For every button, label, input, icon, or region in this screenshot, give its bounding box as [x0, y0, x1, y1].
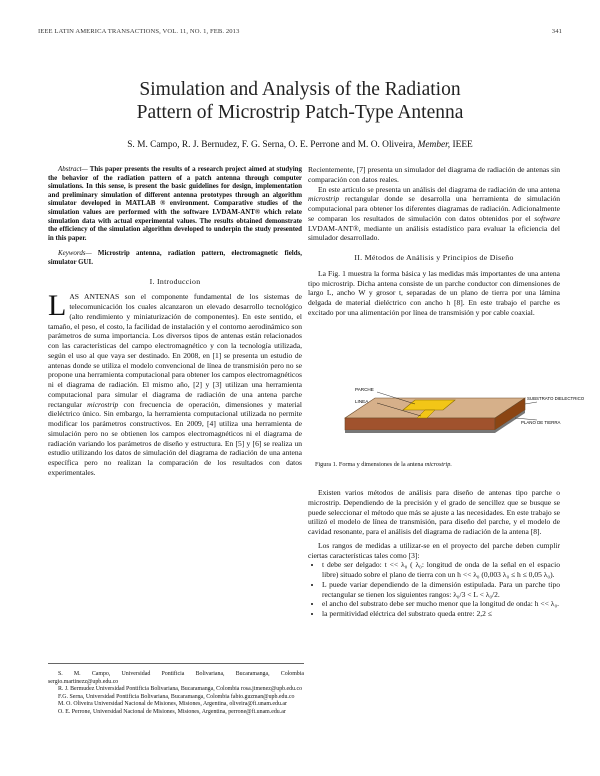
abstract-text: This paper presents the results of a research project aimed at studying the behavior of the radiation pattern of a patch antenna through computer simulations. In this sense, is present the basic guidelines for design, implementation and preliminary simulation of different antenna prototypes through an algorithm simulator developed in MATLAB ® environment. Comparative studies of the simulation values are performed with the software LVDAM-ANT® which relate simulation data with actual experimental values. The results obtained demonstrate the efficiency of the simulation algorithm developed to underpin the study presented in this paper. [48, 165, 303, 242]
right-paragraph-3: La Fig. 1 muestra la forma básica y las medidas más importantes de una antena tipo microstrip. Dicha antena consiste de un parche conductor con dimensiones de largo L, ancho W y grosor t, separadas de un plano de tierra por una lámina delgada de material dieléctrico con ancho h [8]. En este trabajo el parche es excitado por una alimentación por línea de transmisión y por cable coaxial. [308, 268, 560, 317]
list-item: • el ancho del substrato debe ser mucho menor que la longitud de onda: h << λ₀. [322, 599, 560, 609]
footnotes [48, 663, 304, 716]
abstract-label: Abstract— [58, 165, 88, 173]
constraints-list [308, 560, 560, 619]
intro-lead: AS ANTENAS [69, 292, 120, 302]
p2-a: En este artículo se presenta un análisis del diagrama de radiación de una antena [318, 184, 560, 194]
caption-italic: microstrip. [424, 461, 452, 468]
author-names: S. M. Campo, R. J. Bernudez, F. G. Serna, O. E. Perrone and M. O. Oliveira, [127, 140, 416, 150]
right-paragraph-4: Existen varios métodos de análisis para diseño de antenas tipo parche o microstrip. Dependiendo de la precisión y el grado de sencillez que se busque se puede seleccionar el método que más se ajuste a las necesidades. En este trabajo se utilizó el modelo de línea de transmisión, para diseño del parche, y el modelo de cavidad resonante, para el análisis del diagrama de radiación de la antena [8]. [308, 488, 560, 536]
section-1-title: I. Introduccion [149, 276, 201, 286]
member-label: Member, [417, 140, 451, 150]
keywords [48, 249, 302, 266]
p2-italic: microstrip [308, 194, 340, 204]
p2-italic-2: software [534, 213, 560, 223]
footnote: O. E. Perrone, Universidad Nacional de Misiones, Misiones, Argentina, perrone@fi.unam.edu.ar [58, 708, 286, 715]
paper-title [40, 78, 560, 124]
section-2-title: II. Métodos de Análisis y Principios de Diseño [354, 253, 514, 262]
list-item: • L puede variar dependiendo de la dimensión estipulada. Para un parche tipo rectangular se tienen los siguientes rangos: λ₀/3 < L < λ₀/2. [322, 580, 560, 600]
author-org: IEEE [452, 140, 473, 150]
right-column [308, 165, 560, 318]
caption-text: Figura 1. Forma y dimensiones de la antena [315, 461, 424, 468]
label-ground: PLANO DE TIERRA [521, 420, 561, 425]
abstract [48, 165, 302, 242]
p2-c: LVDAM-ANT®, mediante un análisis estadístico para evaluar la eficiencia del simulador desarrollado. [308, 223, 560, 243]
title-line-1: Simulation and Analysis of the Radiation [139, 79, 461, 100]
antenna-diagram [315, 378, 585, 450]
title-line-2: Pattern of Microstrip Patch-Type Antenna [136, 102, 464, 123]
intro-italic: microstrip [87, 399, 119, 409]
right-paragraph-1: Recientemente, [7] presenta un simulador del diagrama de radiación de antenas sin comparación con datos reales. [308, 165, 560, 184]
right-paragraph-5: Los rangos de medidas a utilizar-se en el proyecto del parche deben cumplir ciertas características tales como [3]: [308, 540, 560, 560]
label-substrate: SUBSTRATO DIELECTRICO [527, 396, 585, 401]
journal-name: IEEE LATIN AMERICA TRANSACTIONS, VOL. 11, NO. 1, FEB. 2013 [38, 28, 240, 35]
intro-text: son el componente fundamental de los sistemas de telecomunicación los cuales alcanzaron un elevado desarrollo tecnológico (alto rendimiento y miniaturización de componentes). En este sentido, el tamaño, el peso, el costo, la facilidad de instalación y el contorno aerodinámico son parámetros de suma importancia. Los diversos tipos de antenas están relacionados con las características del campo electromagnético y con la tecnología utilizada, según el uso al que vaya ser destinado. En 2008, en [1] se presenta un estudio de antenas donde se utiliza el modelo convencional de línea de transmisión pero no se propone una herramienta computacional para obtener los campos electromagnéticos ni el diagrama de radiación. El mismo año, [2] y [3] utilizan una herramienta computacional para simular el diagrama de radiación de una antena parche rectangular [48, 292, 302, 409]
list-item: • la permitividad eléctrica del substrato queda entre: 2,2 ≤ [322, 609, 560, 619]
left-column [48, 165, 302, 478]
footnote: R. J. Bermudez Universidad Pontificia Bolivariana, Bucaramanga, Colombia rosa.jimenez@upb.edu.co [58, 686, 303, 693]
p2-b: rectangular donde se desarrolla una herramienta de simulación computacional para obtener los diferentes diagramas de radiación. Adicionalmente se comparan los resultados de simulación con datos obtenidos por el [308, 194, 560, 223]
right-column-lower [308, 488, 560, 619]
label-patch: PARCHE [355, 387, 374, 392]
footnote: S. M. Campo, Universidad Pontificia Bolivariana, Bucaramanga, Colombia sergio.martinezz@upb.edu.co [48, 671, 304, 685]
figure-caption [315, 461, 555, 468]
right-paragraph-2 [308, 185, 560, 244]
keywords-label: Keywords— [58, 249, 92, 258]
footnote: M. O. Oliveira Universidad Nacional de Misiones, Misiones, Argentina, oliveira@fi.unam.edu.ar [58, 701, 287, 708]
figure-1 [315, 378, 585, 468]
label-line: LINEA [355, 399, 369, 404]
running-header [38, 28, 562, 40]
author-list [40, 140, 560, 150]
intro-text-end: con frecuencia de operación, dimensiones y material dieléctrico único. Sin embargo, la herramienta computacional utilizada no permite modificar los parámetros constructivos. En 2009, [4] utiliza una herramienta de simulación pero no se obtienen los campos electromagnéticos ni el diagrama de radiación variando los parámetros de diseño y estructura. En [5] y [6] se realiza un estudio utilizando los datos de simulación del diagrama de radiación de una antena específica pero no realizan la comparación de los resultados con datos experimentales. [48, 399, 302, 477]
substrate-front [345, 418, 495, 430]
leader-line [525, 402, 537, 404]
list-item: • t debe ser delgado: t << λ₀ ( λ₀: longitud de onda de la señal en el espacio libre) situado sobre el plano de tierra con un h << λ₀ (0,003 λ₀ ≤ h ≤ 0,05 λ₀). [322, 560, 560, 580]
intro-paragraph [48, 289, 302, 477]
keywords-text: Microstrip antenna, radiation pattern, electromagnetic fields, simulator GUI. [48, 249, 302, 266]
drop-cap: L [48, 289, 67, 323]
page-number: 341 [551, 28, 562, 35]
footnote: F.G. Serna, Universidad Pontificia Bolivariana, Bucaramanga, Colombia fabio.guzman@upb.edu.co [58, 693, 295, 700]
